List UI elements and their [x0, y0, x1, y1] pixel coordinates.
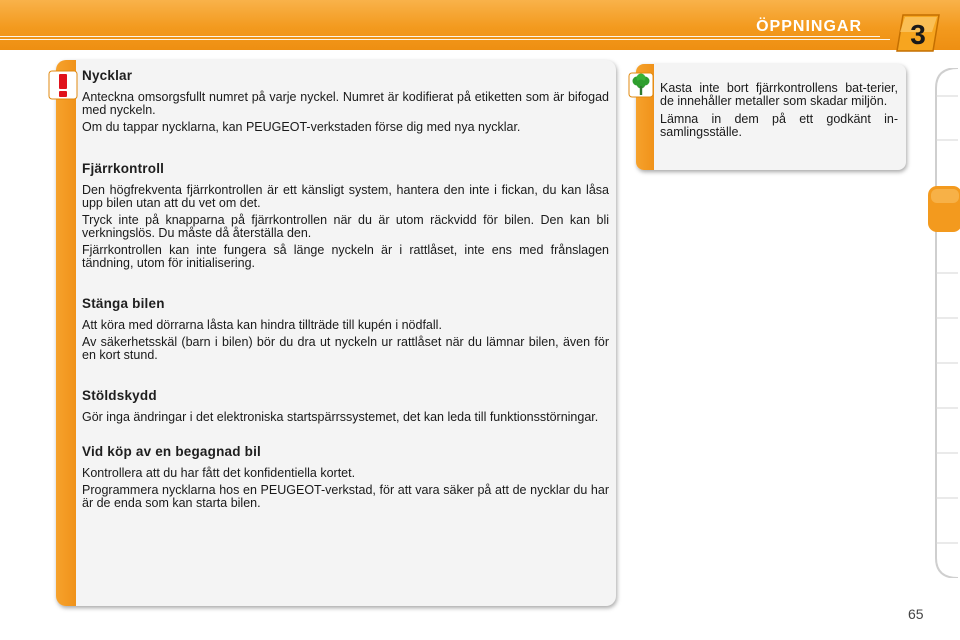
section-title: Nycklar	[82, 68, 133, 83]
chapter-title: ÖPPNINGAR	[756, 18, 862, 35]
tree-environment-icon	[628, 72, 654, 98]
section-title: Stöldskydd	[82, 388, 157, 403]
paragraph: Gör inga ändringar i det elektroniska startspärrssystemet, det kan leda till funktionsstörningar.	[82, 410, 599, 424]
paragraph: Lämna in dem på ett godkänt in-samlingsställe.	[660, 112, 898, 139]
paragraph: Om du tappar nycklarna, kan PEUGEOT-verkstaden förse dig med nya nycklar.	[82, 120, 521, 134]
section-fjarrkontroll	[82, 161, 609, 270]
main-text-body	[82, 66, 609, 514]
section-title: Vid köp av en begagnad bil	[82, 444, 261, 459]
paragraph: Den högfrekventa fjärrkontrollen är ett känsligt system, hantera den inte i fickan, du kan låsa upp bilen utan att du vet om det.	[82, 183, 609, 210]
paragraph: Att köra med dörrarna låsta kan hindra tillträde till kupén i nödfall.	[82, 318, 442, 332]
section-title: Stänga bilen	[82, 296, 165, 311]
paragraph: Tryck inte på knapparna på fjärrkontrollen när du är utom räckvidd för bilen. Den kan bli verkningslös. Du måste då återställa den.	[82, 213, 609, 240]
paragraph: Av säkerhetsskäl (barn i bilen) bör du dra ut nyckeln ur rattlåset när du lämnar bilen, även för en kort stund.	[82, 335, 609, 362]
section-begagnad-bil	[82, 444, 609, 510]
page-number: 65	[908, 606, 924, 622]
exclamation-warning-icon	[48, 70, 78, 100]
paragraph: Programmera nycklarna hos en PEUGEOT-verkstad, för att vara säker på att de nycklar du har är de enda som kan starta bilen.	[82, 483, 609, 510]
chapter-side-tabs	[928, 68, 960, 578]
chapter-number-badge	[895, 13, 941, 53]
section-nycklar	[82, 68, 609, 134]
section-stoldskydd	[82, 388, 609, 424]
panel-accent-strip	[56, 60, 76, 606]
section-title: Fjärrkontroll	[82, 161, 165, 176]
header-decor-lines	[0, 36, 900, 42]
paragraph: Kasta inte bort fjärrkontrollens bat-terier, de innehåller metaller som skadar miljön.	[660, 81, 898, 108]
section-stanga-bilen	[82, 296, 609, 362]
chapter-number: 3	[910, 19, 926, 50]
paragraph: Kontrollera att du har fått det konfidentiella kortet.	[82, 466, 356, 480]
paragraph: Anteckna omsorgsfullt numret på varje nyckel. Numret är kodifierat på etiketten som är bifogad med nyckeln.	[82, 90, 609, 117]
paragraph: Fjärrkontrollen kan inte fungera så länge nyckeln är i rattlåset, inte ens med frånslagen tändning, utom för initialisering.	[82, 243, 609, 270]
environment-note-body	[660, 82, 898, 142]
